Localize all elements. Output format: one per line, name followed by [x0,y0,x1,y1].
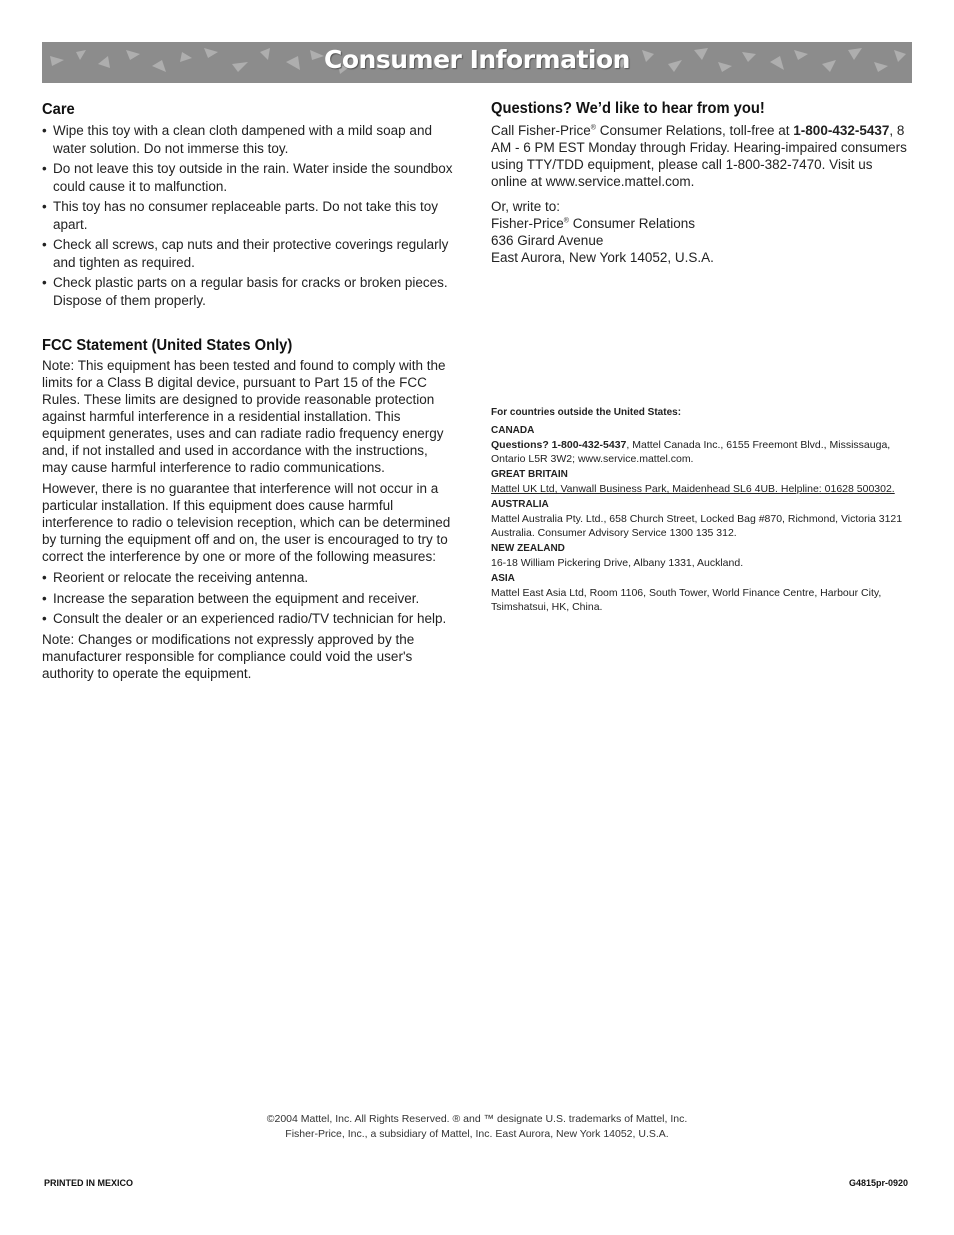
page-title: Consumer Information [324,45,630,74]
call-prefix: Call Fisher-Price [491,123,591,138]
care-heading: Care [42,101,75,118]
fcc-paragraph: Note: This equipment has been tested and found to comply with the limits for a Class B digital device, pursuant to Part 15 of the FCC Rules. These limits are designed to provide reasonable protection against harmful interference in a residential installation. This equipment generates, uses and can radiate radio frequency energy and, if not installed and used in accordance with the instructions, may cause harmful interference to radio communications. [42,358,446,475]
address-brand: Fisher-Price [491,216,564,231]
country-text-gb: Mattel UK Ltd, Vanwall Business Park, Maidenhead SL6 4UB. Helpline: 01628 500302. [491,483,895,495]
international-heading: For countries outside the United States: [491,407,682,418]
phone-number: 1-800-432-5437 [793,123,890,138]
questions-heading: Questions? We’d like to hear from you! [491,100,765,117]
list-item: • Check all screws, cap nuts and their protective coverings regularly and tighten as required. [42,236,454,271]
list-item: • Check plastic parts on a regular basis for cracks or broken pieces. Dispose of them properly. [42,274,454,309]
address-city: East Aurora, New York 14052, U.S.A. [491,250,714,265]
country-text-canada [491,438,911,466]
list-item: • Increase the separation between the equipment and receiver. [42,590,454,608]
call-mid: Consumer Relations, toll-free at [595,123,794,138]
write-intro: Or, write to: [491,199,561,214]
fcc-paragraph: However, there is no guarantee that interference will not occur in a particular installation. If this equipment does cause harmful interference to radio o television reception, which can be determined by turning the equipment off and on, the user is encouraged to try to correct the interference by one or more of the following measures: [42,481,451,564]
copyright-line: Fisher-Price, Inc., a subsidiary of Mattel, Inc. East Aurora, New York 14052, U.S.A. [285,1128,669,1140]
list-item: • Reorient or relocate the receiving antenna. [42,569,454,587]
care-list [42,122,454,309]
country-text-australia: Mattel Australia Pty. Ltd., 658 Church Street, Locked Bag #870, Richmond, Victoria 3121 Australia. Consumer Advisory Service 1300 135 312. [491,513,903,539]
title-banner [42,42,912,83]
fcc-measures-list [42,569,454,628]
country-label-nz: NEW ZEALAND [491,543,565,554]
copyright-notice [0,1112,954,1142]
list-item: • This toy has no consumer replaceable parts. Do not take this toy apart. [42,198,454,233]
left-column [42,101,454,686]
country-label-gb: GREAT BRITAIN [491,469,568,480]
contact-paragraph [491,122,911,190]
registered-mark: ® [563,217,569,225]
product-code: G4815pr-0920 [848,1178,908,1188]
printed-in-label: PRINTED IN MEXICO [44,1178,134,1188]
fcc-heading: FCC Statement (United States Only) [42,337,293,354]
copyright-line: ©2004 Mattel, Inc. All Rights Reserved. ® and ™ designate U.S. trademarks of Mattel, Inc. [266,1113,688,1125]
canada-question: Questions? 1-800-432-5437 [491,439,627,451]
care-section [42,101,454,309]
address-name [491,215,911,232]
international-contacts [491,406,911,614]
fcc-section [42,337,454,682]
list-item: • Do not leave this toy outside in the rain. Water inside the soundbox could cause it to malfunction. [42,160,454,195]
list-item: • Consult the dealer or an experienced radio/TV technician for help. [42,610,454,628]
registered-mark: ® [590,124,596,132]
fcc-paragraph: Note: Changes or modifications not expressly approved by the manufacturer responsible for compliance could void the user's authority to operate the equipment. [42,631,415,681]
country-label-canada: CANADA [491,425,535,436]
country-label-australia: AUSTRALIA [491,499,549,510]
country-text-nz: 16-18 William Pickering Drive, Albany 1331, Auckland. [491,557,744,569]
canada-address: , Mattel Canada Inc., 6155 Freemont Blvd., Mississauga, Ontario L5R 3W2; www.service.mattel.com. [491,439,891,465]
list-item: • Wipe this toy with a clean cloth dampened with a mild soap and water solution. Do not immerse this toy. [42,122,454,157]
call-suffix: , 8 AM - 6 PM EST Monday through Friday. Hearing-impaired consumers using TTY/TDD equipment, please call 1-800-382-7470. Visit us online at www.service.mattel.com. [491,123,907,189]
right-column [491,100,911,266]
address-dept: Consumer Relations [568,216,695,231]
country-text-asia: Mattel East Asia Ltd, Room 1106, South Tower, World Finance Centre, Harbour City, Tsimshatsui, HK, China. [491,587,882,613]
country-label-asia: ASIA [491,573,515,584]
address-street: 636 Girard Avenue [491,233,604,248]
